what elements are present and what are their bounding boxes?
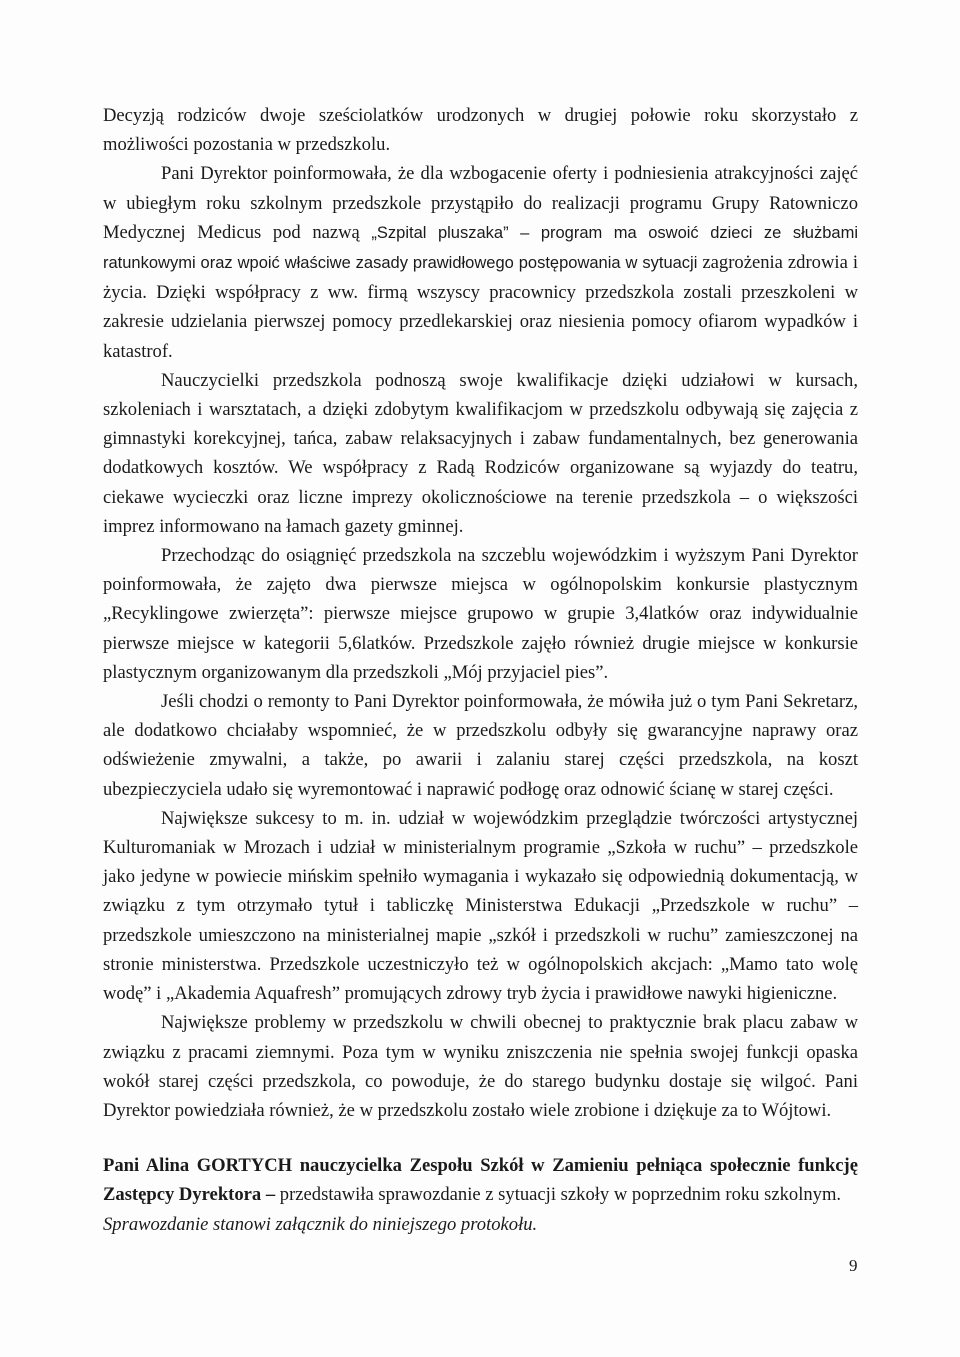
paragraph-achievements: Przechodząc do osiągnięć przedszkola na szczeblu wojewódzkim i wyższym Pani Dyrektor poinformowała, że zajęto dwa pierwsze miejsca w ogólnopolskim konkursie plastycznym „Recyklingowe zwierzęta”: pierwsze miejsce grupowo w grupie 3,4latków oraz indywidualnie pierwsze miejsce w kategorii 5,6latków. Przedszkole zajęło również drugie miejsce w konkursie plastycznym organizowanym dla przedszkoli „Mój przyjaciel pies”. (103, 545, 858, 683)
paragraph-medicus-part-3: zagrożenia zdrowia i życia. Dzięki współpracy z ww. firmą wszyscy pracownicy przedszkola zostali przeszkoleni w zakresie udzielania pierwszej pomocy przedlekarskiej oraz niesienia pomocy ofiarom wypadków i katastrof. (103, 252, 858, 362)
paragraph-greatest-successes: Największe sukcesy to m. in. udział w wojewódzkim przeglądzie twórczości artystycznej Kulturomaniak w Mrozach i udział w ministerialnym programie „Szkoła w ruchu” – przedszkole jako jedyne w powiecie mińskim spełniło wymagania i wykazało się odpowiednią dokumentacją, w związku z tym otrzymało tytuł i tabliczkę Ministerstwa Edukacji „Przedszkole w ruchu” – przedszkole umieszczono na ministerialnej mapie „szkół i przedszkoli w ruchu” zamieszczonej na stronie ministerstwa. Przedszkole uczestniczyło też w ogólnopolskich akcjach: „Mamo tato wolę wodę” i „Akademia Aquafresh” promujących zdrowy tryb życia i prawidłowe nawyki higieniczne. (103, 807, 858, 1005)
deputy-director-report-text: przedstawiła sprawozdanie z sytuacji szkoły w poprzednim roku szkolnym. (279, 1184, 842, 1206)
paragraph-medicus-part-1: Pani Dyrektor poinformowała, że dla wzbogacenie oferty i podniesienia atrakcyjności zajęć w ubiegłym roku szkolnym przedszkole przystąpiło do realizacji programu Grupy Ratowniczo Medycznej Medicus pod nazwą (103, 163, 858, 243)
document-body (103, 101, 858, 1239)
deputy-director-heading: Pani Alina GORTYCH nauczycielka Zespołu Szkół w Zamieniu pełniąca społecznie funkcję Zastępcy Dyrektora – (103, 1155, 858, 1206)
paragraph-teacher-qualifications: Nauczycielki przedszkola podnoszą swoje kwalifikacje dzięki udziałowi w kursach, szkoleniach i warsztatach, a dzięki zdobytym kwalifikacjom w przedszkolu odbywają się zajęcia z gimnastyki korekcyjnej, tańca, zabaw relaksacyjnych i zabaw fundamentalnych, bez generowania dodatkowych kosztów. We współpracy z Radą Rodziców organizowane są wyjazdy do teatru, ciekawe wycieczki oraz liczne imprezy okolicznościowe na terenie przedszkola – o większości imprez informowano na łamach gazety gminnej. (103, 369, 858, 537)
paragraph-medicus-program (103, 159, 858, 365)
page-number: 9 (849, 1256, 858, 1275)
paragraph-greatest-problems: Największe problemy w przedszkolu w chwili obecnej to praktycznie brak placu zabaw w związku z pracami ziemnymi. Poza tym w wyniku zniszczenia nie spełnia swojej funkcji opaska wokół starej części przedszkola, co powoduje, że do starego budynku dostaje się wilgoć. Pani Dyrektor powiedziała również, że w przedszkolu zostało wiele zrobione i dziękuje za to Wójtowi. (103, 1012, 858, 1121)
paragraph-six-year-olds: Decyzją rodziców dwoje sześciolatków urodzonych w drugiej połowie roku skorzystało z możliwości pozostania w przedszkolu. (103, 105, 858, 156)
paragraph-renovations: Jeśli chodzi o remonty to Pani Dyrektor poinformowała, że mówiła już o tym Pani Sekretarz, ale dodatkowo chciałaby wspomnieć, że w przedszkolu odbyły się gwarancyjne naprawy oraz odświeżenie zmywalni, a także, po awarii i zalaniu starej części przedszkola, na koszt ubezpieczyciela udało się wyremontować i naprawić podłogę oraz odnowić ścianę w starej części. (103, 691, 858, 800)
paragraph-deputy-director-report (103, 1151, 858, 1209)
paragraph-medicus-part-2: „Szpital pluszaka” – program ma oswoić dzieci ze służbami ratunkowymi oraz wpoić właściwe zasady prawidłowego postępowania w sytuacji (103, 223, 858, 273)
attachment-note: Sprawozdanie stanowi załącznik do niniejszego protokołu. (103, 1213, 538, 1235)
